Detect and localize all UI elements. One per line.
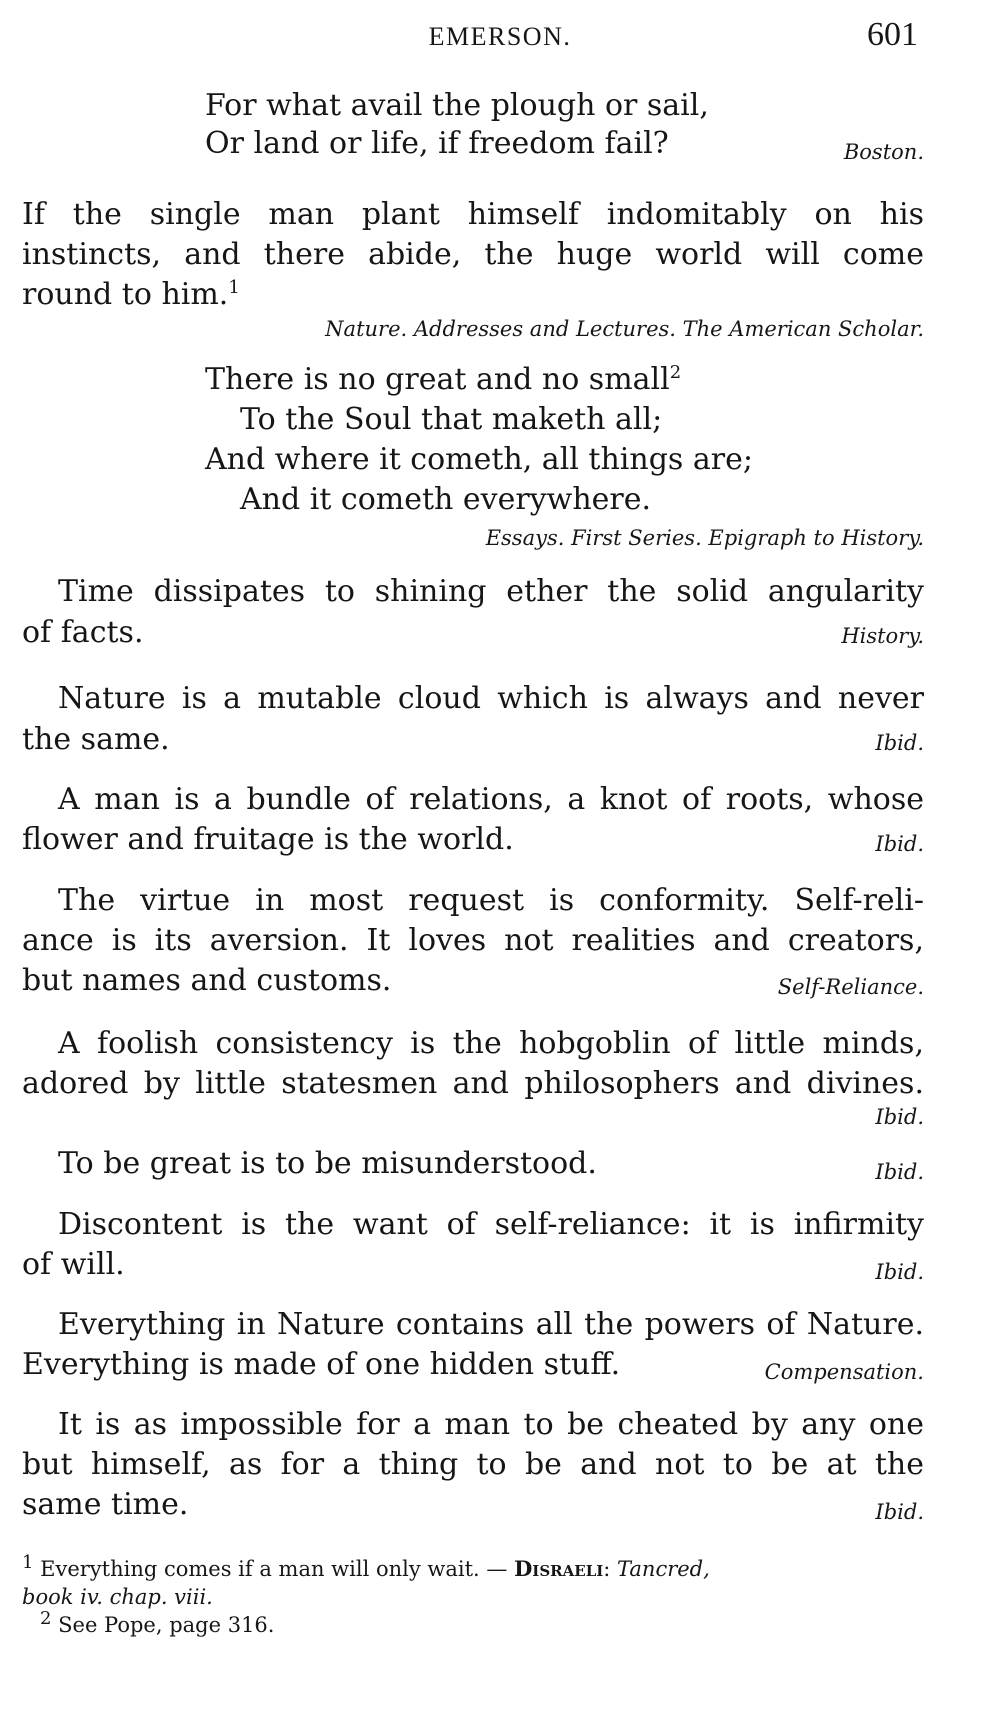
citation: Compensation. [764, 1360, 924, 1384]
footnote-separator: : [603, 1557, 611, 1581]
quote-line: instincts, and there abide, the huge world will come [22, 237, 924, 272]
quote-line: Everything in Nature contains all the powers of Nature. [58, 1307, 924, 1342]
poem-text: There is no great and no small [205, 362, 670, 397]
quote-line: A foolish consistency is the hobgoblin of little minds, [58, 1026, 924, 1061]
quote-text: round to him. [22, 277, 229, 312]
footnote-ref: 1 [228, 277, 240, 298]
poem-line [205, 360, 681, 400]
citation: Self-Reliance. [777, 975, 924, 999]
page-number: 601 [867, 16, 918, 53]
quote-line: Nature is a mutable cloud which is always and never [58, 681, 924, 716]
footnote-marker: 1 [22, 1552, 34, 1573]
footnote-continuation: book iv. chap. viii. [22, 1585, 213, 1609]
quote-line: of will. [22, 1247, 125, 1282]
poem-line: For what avail the plough or sail, [205, 88, 709, 123]
quote-line: but himself, as for a thing to be and not to be at the [22, 1447, 924, 1482]
quote-line: A man is a bundle of relations, a knot of roots, whose [58, 782, 924, 817]
quote-line: If the single man plant himself indomitably on his [22, 197, 924, 232]
quote-line: flower and fruitage is the world. [22, 822, 514, 857]
footnote-marker: 2 [40, 1608, 52, 1629]
citation: Ibid. [875, 1260, 924, 1284]
citation: History. [841, 624, 924, 648]
citation: Nature. Addresses and Lectures. The American Scholar. [325, 317, 924, 341]
quote-line: The virtue in most request is conformity. Self-reli- [58, 883, 924, 918]
citation: Ibid. [875, 1105, 924, 1129]
footnote-text: Everything comes if a man will only wait. — [40, 1557, 508, 1581]
poem-line: To the Soul that maketh all; [240, 402, 663, 437]
footnote-author: Disraeli [514, 1556, 604, 1581]
footnote-text: See Pope, page 316. [58, 1613, 275, 1637]
poem-line: Or land or life, if freedom fail? [205, 126, 669, 161]
quote-line: of facts. [22, 615, 144, 650]
footnote [22, 1552, 710, 1583]
quote-line: It is as impossible for a man to be cheated by any one [58, 1407, 924, 1442]
footnote-ref: 2 [669, 362, 682, 383]
quote-line: Time dissipates to shining ether the solid angularity [58, 574, 924, 609]
citation: Ibid. [875, 1160, 924, 1184]
footnote-work: Tancred, [617, 1557, 710, 1581]
quote-line: Everything is made of one hidden stuff. [22, 1347, 621, 1382]
quote-line: but names and customs. [22, 963, 392, 998]
poem-line: And where it cometh, all things are; [205, 442, 753, 477]
citation: Ibid. [875, 1500, 924, 1524]
quote-line: To be great is to be misunderstood. [58, 1146, 597, 1181]
quote-line [22, 275, 240, 315]
quote-line: same time. [22, 1487, 189, 1522]
quote-line: ance is its aversion. It loves not realities and creators, [22, 923, 924, 958]
quote-line: the same. [22, 722, 170, 757]
citation: Ibid. [875, 832, 924, 856]
footnote [40, 1608, 275, 1639]
quote-line: adored by little statesmen and philosophers and divines. [22, 1066, 924, 1101]
running-header: EMERSON. [428, 22, 572, 51]
citation: Essays. First Series. Epigraph to History. [485, 526, 924, 550]
citation: Ibid. [875, 731, 924, 755]
citation: Boston. [843, 140, 924, 164]
quote-line: Discontent is the want of self-reliance: it is infirmity [58, 1207, 924, 1242]
poem-line: And it cometh everywhere. [240, 482, 652, 517]
